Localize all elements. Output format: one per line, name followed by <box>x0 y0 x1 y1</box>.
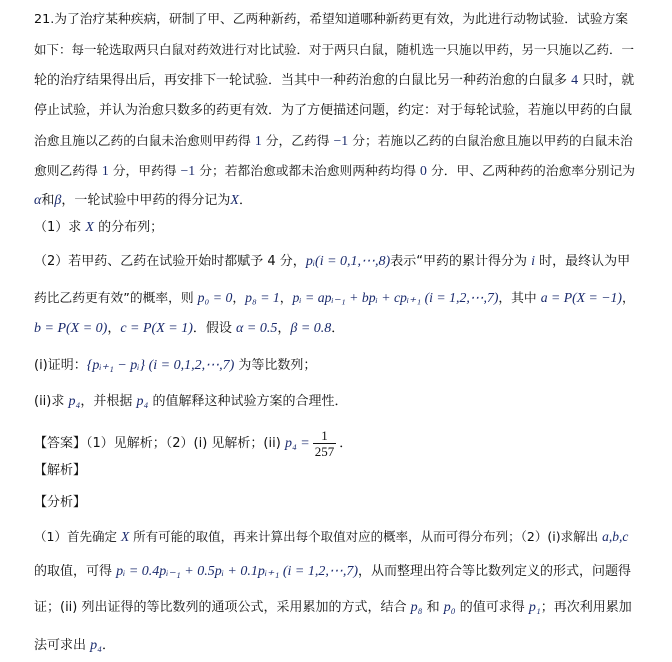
text-run: ． <box>102 638 116 653</box>
math-expression: p₄ <box>90 638 103 653</box>
analysis-subheading-line <box>34 493 86 513</box>
text-run: 表示“甲药的累计得分为 <box>390 254 532 269</box>
math-expression: b = P(X = 0) <box>34 321 108 336</box>
text-run: ，其中 <box>498 291 541 306</box>
text-run: ． <box>339 436 353 451</box>
text-run: ，一轮试验中甲药的得分记为 <box>61 193 231 208</box>
text-run: 法可求出 <box>34 638 91 653</box>
text-run: 分，甲药得 <box>108 164 181 179</box>
text-run: 所有可能的取值，再来计算出每个取值对应的概率，从而可得分布列；（2）(i)求解出 <box>129 529 603 544</box>
text-run: 为等比数列； <box>234 358 317 373</box>
text-run: 和 <box>41 193 55 208</box>
problem-statement-line <box>34 131 633 152</box>
problem-statement-line <box>34 40 634 60</box>
math-expression: {pᵢ₊₁ − pᵢ} (i = 0,1,2,⋯,7) <box>86 358 235 373</box>
problem-statement-line <box>34 101 632 121</box>
text-run: ， <box>622 291 635 306</box>
fraction-numerator: 1 <box>321 428 328 443</box>
math-expression: β = 0.8 <box>290 321 332 336</box>
problem-statement-line <box>34 10 628 30</box>
text-run: ， <box>279 291 293 306</box>
fraction-denominator: 257 <box>314 444 335 459</box>
text-run: 证；(ii) 列出证得的等比数列的通项公式，采用累加的方式，结合 <box>34 600 411 615</box>
text-run: 的分布列； <box>93 220 164 235</box>
math-expression: X <box>85 220 94 235</box>
math-expression: −1 <box>333 133 349 148</box>
problem-statement-line <box>34 71 634 91</box>
analysis-text-line <box>34 636 115 656</box>
text-run: 【答案】（1）见解析；（2）(i) 见解析；(ii) <box>34 436 285 451</box>
math-expression: p₄ <box>136 394 149 409</box>
text-run: ． <box>331 321 345 336</box>
math-expression: p₈ <box>410 600 423 615</box>
math-expression: p₀ = 0 <box>197 290 233 305</box>
text-run: 分；若都治愈或都未治愈则两种药均得 <box>195 164 421 179</box>
math-expression: p₈ = 1 <box>245 290 280 305</box>
text-run: ．假设 <box>192 321 237 336</box>
text-run: 的值可求得 <box>455 600 529 615</box>
text-run: （1）首先确定 <box>34 529 121 544</box>
math-expression: pᵢ(i = 0,1,⋯,8) <box>305 254 391 269</box>
text-run: 如下：每一轮选取两只白鼠对药效进行对比试验．对于两只白鼠，随机选一只施以甲药，另一只施以乙药．一 <box>34 42 635 57</box>
text-run: （1）求 <box>34 220 86 235</box>
math-expression: α <box>34 193 42 208</box>
text-run: 愈则乙药得 <box>34 164 102 179</box>
question-2-ii-line <box>34 392 348 412</box>
math-expression: 4 <box>571 73 579 88</box>
text-run: 停止试验，并认为治愈只数多的药更有效．为了方便描述问题，约定：对于每轮试验，若施以甲药的白鼠 <box>34 103 633 118</box>
text-run: 的取值，可得 <box>34 564 117 579</box>
math-expression: pᵢ = 0.4pᵢ₋₁ + 0.5pᵢ + 0.1pᵢ₊₁ (i = 1,2,⋯,7) <box>116 564 359 579</box>
text-run: 的值解释这种试验方案的合理性． <box>148 394 348 409</box>
math-expression: 0 <box>420 163 427 178</box>
math-expression: p₀ <box>443 600 456 615</box>
text-run: 【解析】 <box>34 463 87 478</box>
text-run: （2）若甲药、乙药在试验开始时都赋予 4 分， <box>34 254 306 269</box>
text-run: (ii)求 <box>34 394 69 409</box>
answer-line-line <box>34 428 352 459</box>
problem-statement-line <box>34 191 252 211</box>
text-run: (i)证明： <box>34 358 87 373</box>
math-expression: p₁ <box>528 600 541 615</box>
question-2-i-line <box>34 356 316 376</box>
text-run: ， <box>277 321 291 336</box>
math-expression: X <box>120 529 130 544</box>
text-run: 只时，就 <box>578 73 635 88</box>
math-expression: i <box>531 254 535 269</box>
text-run: ， <box>232 291 246 306</box>
analysis-text-line <box>34 598 632 618</box>
text-run: 【分析】 <box>34 495 87 510</box>
math-expression: 1 <box>254 133 262 148</box>
question-1-line <box>34 218 163 238</box>
question-2-line <box>34 319 344 339</box>
analysis-heading-line <box>34 461 86 481</box>
text-run: 分；若施以乙药的白鼠治愈且施以甲药的白鼠未治 <box>348 134 633 149</box>
math-expression: a,b,c <box>602 529 629 544</box>
math-expression: α = 0.5 <box>236 321 278 336</box>
text-run: 药比乙药更有效”的概率，则 <box>34 291 198 306</box>
math-expression: p₄ <box>68 394 81 409</box>
math-expression: c = P(X = 1) <box>120 321 193 336</box>
text-run: ；再次利用累加 <box>540 600 632 615</box>
problem-statement-line <box>34 161 635 182</box>
analysis-text-line <box>34 527 628 547</box>
text-run: 时，最终认为甲 <box>534 254 631 269</box>
math-expression: p₄ = <box>284 436 310 451</box>
analysis-text-line <box>34 562 631 582</box>
math-expression: −1 <box>180 163 196 178</box>
math-expression: β <box>54 193 62 208</box>
math-expression: a = P(X = −1) <box>540 290 623 305</box>
question-2-line <box>34 252 630 272</box>
text-run: 分．甲、乙两种药的治愈率分别记为 <box>426 164 635 179</box>
text-run: ， <box>107 321 121 336</box>
text-run: 分，乙药得 <box>261 134 334 149</box>
text-run: ． <box>238 193 252 208</box>
math-expression: X <box>230 193 239 208</box>
math-expression: 1 <box>101 163 109 178</box>
text-run: 21.为了治疗某种疾病，研制了甲、乙两种新药，希望知道哪种新药更有效，为此进行动物试验．试验方案 <box>34 12 629 27</box>
text-run: ，从而整理出符合等比数列定义的形式，问题得 <box>358 564 632 579</box>
text-run: 治愈且施以乙药的白鼠未治愈则甲药得 <box>34 134 255 149</box>
math-expression: pᵢ = apᵢ₋₁ + bpᵢ + cpᵢ₊₁ (i = 1,2,⋯,7) <box>292 290 499 305</box>
fraction <box>313 428 337 459</box>
text-run: ，并根据 <box>80 394 137 409</box>
text-run: 轮的治疗结果得出后，再安排下一轮试验．当其中一种药治愈的白鼠比另一种药治愈的白鼠多 <box>34 73 572 88</box>
question-2-line <box>34 288 635 309</box>
text-run: 和 <box>422 600 444 615</box>
